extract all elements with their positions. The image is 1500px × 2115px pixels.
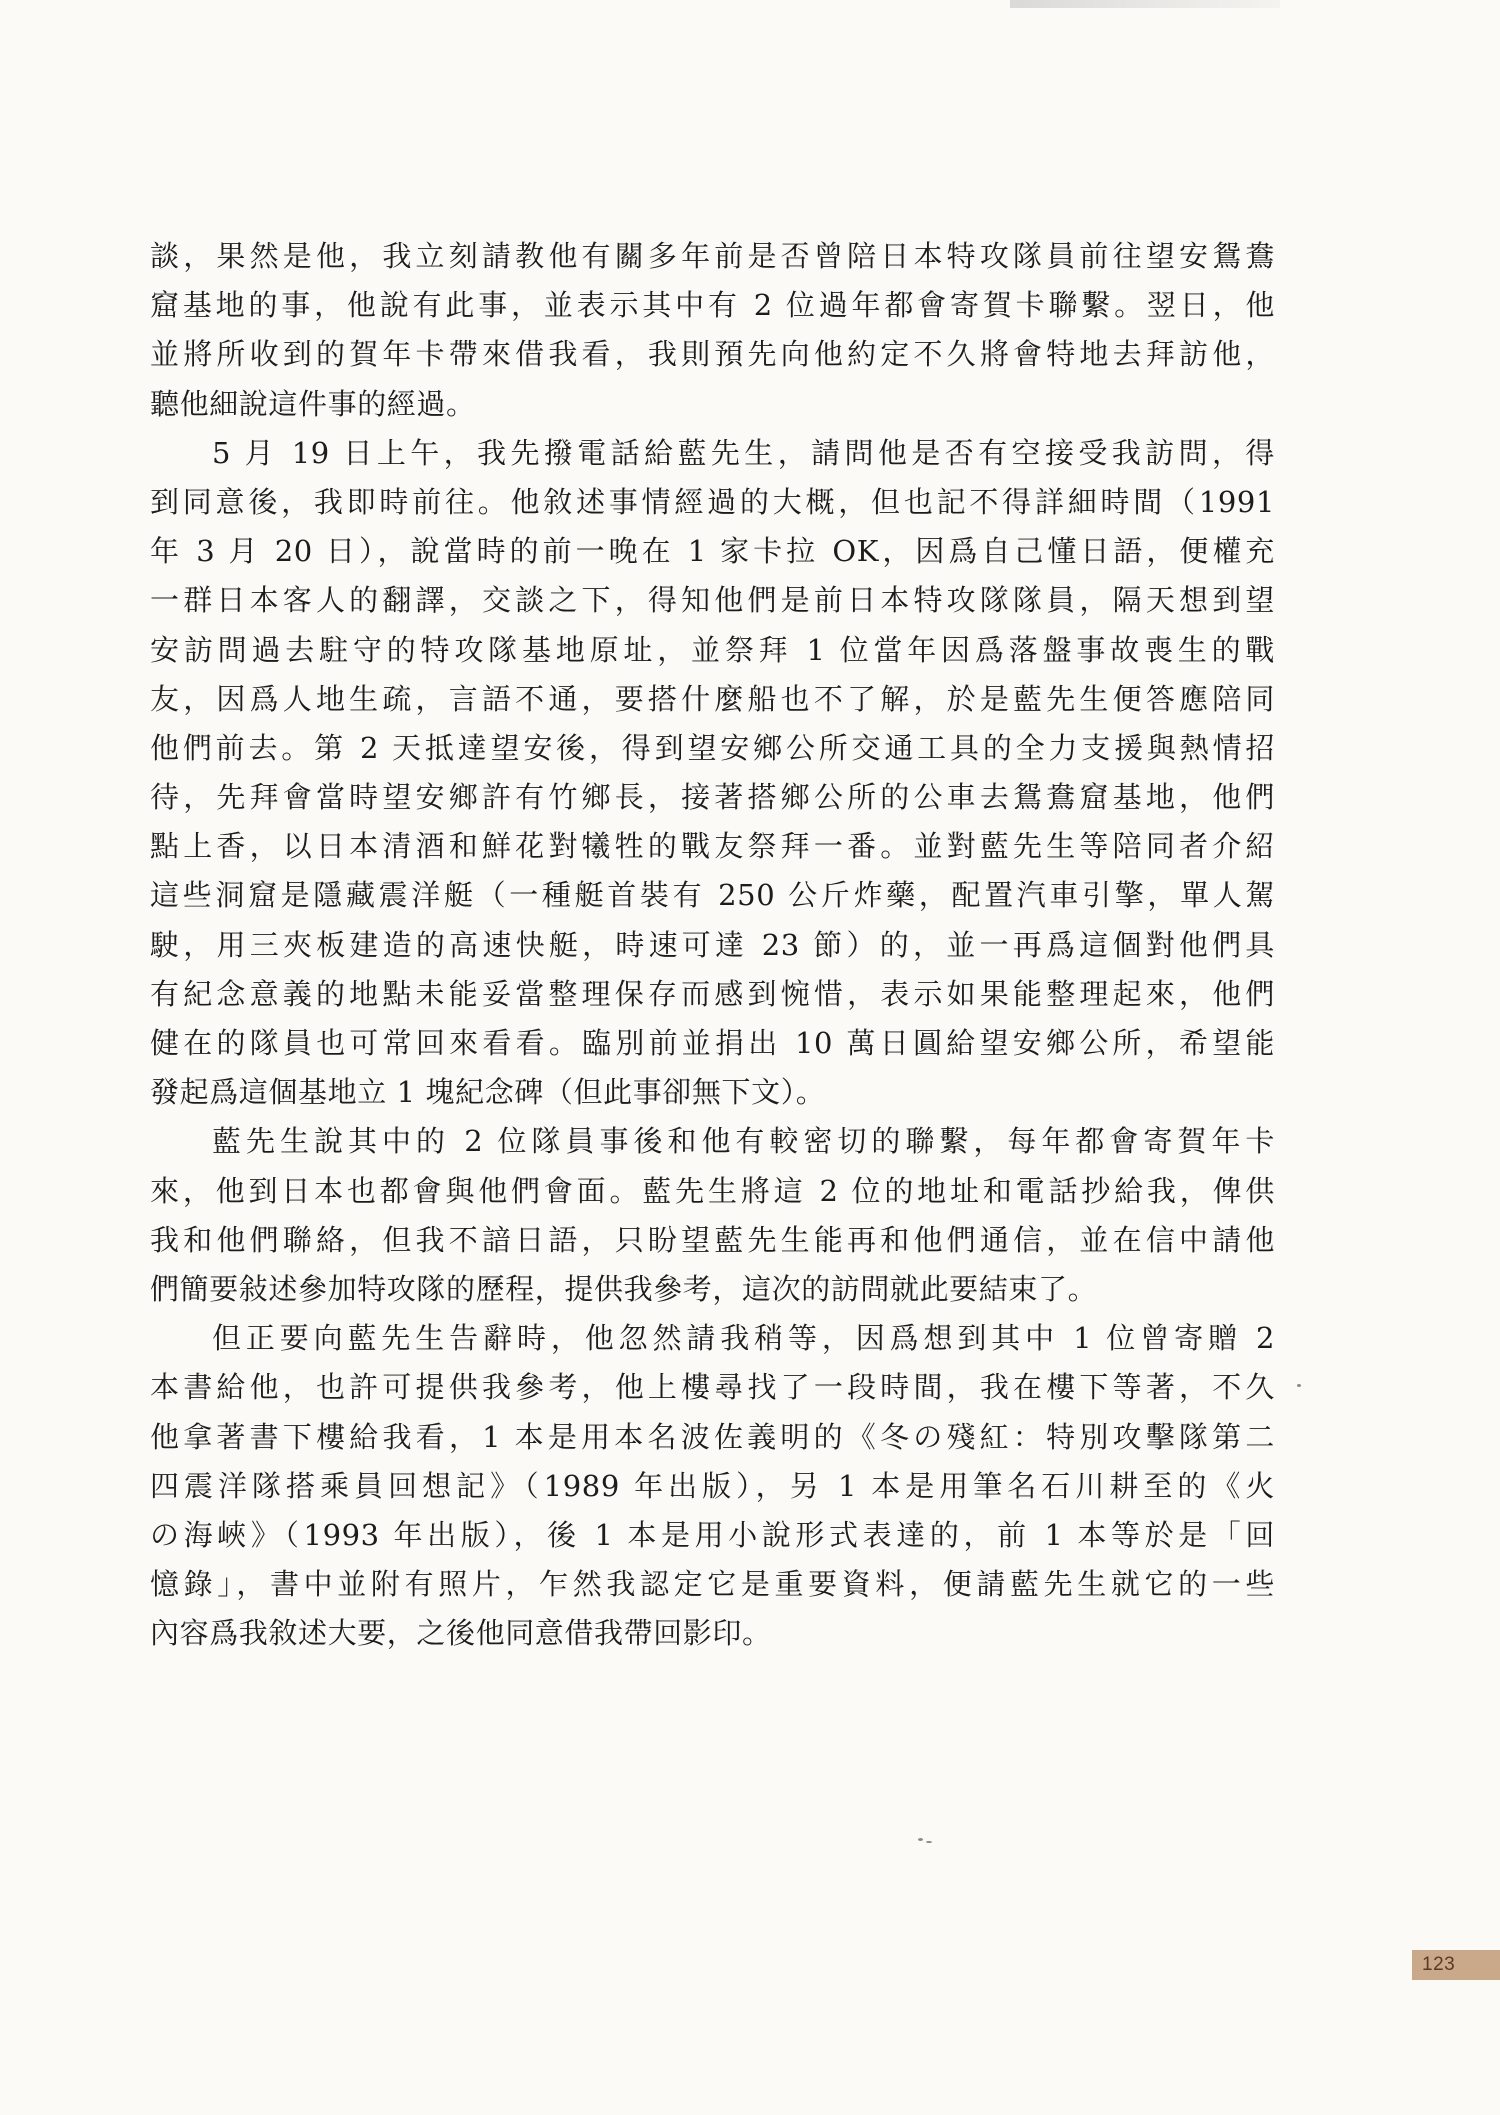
scan-speck — [926, 1841, 932, 1843]
text-line: 並將所收到的賀年卡帶來借我看，我則預先向他約定不久將會特地去拜訪他， — [150, 337, 1275, 372]
body-text — [150, 232, 1275, 1658]
page-number-tab — [1412, 1950, 1500, 1980]
text-line: 健在的隊員也可常回來看看。臨別前並捐出 10 萬日圓給望安鄉公所，希望能 — [150, 1026, 1275, 1060]
page-number: 123 — [1422, 1954, 1456, 1975]
text-line: 到同意後，我即時前往。他敘述事情經過的大概，但也記不得詳細時間（1991 — [150, 484, 1275, 519]
text-line: 談，果然是他，我立刻請教他有關多年前是否曾陪日本特攻隊員前往望安鴛鴦 — [150, 239, 1275, 273]
text-line: 他拿著書下樓給我看，1 本是用本名波佐義明的《冬の殘紅：特別攻擊隊第二 — [150, 1419, 1275, 1454]
text-line: 點上香，以日本清酒和鮮花對犧牲的戰友祭拜一番。並對藍先生等陪同者介紹 — [150, 829, 1275, 864]
text-line: 但正要向藍先生告辭時，他忽然請我稍等，因爲想到其中 1 位曾寄贈 2 — [212, 1321, 1275, 1356]
text-line: 安訪問過去駐守的特攻隊基地原址，並祭拜 1 位當年因爲落盤事故喪生的戰 — [150, 632, 1275, 667]
text-line: 待，先拜會當時望安鄉許有竹鄉長，接著搭鄉公所的公車去鴛鴦窟基地，他們 — [150, 780, 1275, 815]
scan-speck — [918, 1838, 923, 1841]
text-line: 駛，用三夾板建造的高速快艇，時速可達 23 節）的，並一再爲這個對他們具 — [150, 927, 1275, 962]
text-line: 四震洋隊搭乘員回想記》（1989 年出版），另 1 本是用筆名石川耕至的《火 — [150, 1468, 1275, 1503]
text-line: 們簡要敍述參加特攻隊的歷程，提供我參考，這次的訪問就此要結束了。 — [150, 1271, 1098, 1306]
text-line: 聽他細說這件事的經過。 — [150, 386, 476, 421]
text-line: 藍先生說其中的 2 位隊員事後和他有較密切的聯繫，每年都會寄賀年卡 — [212, 1124, 1275, 1159]
text-line: 窟基地的事，他說有此事，並表示其中有 2 位過年都會寄賀卡聯繫。翌日，他 — [150, 288, 1275, 323]
scan-edge-mark — [1010, 0, 1280, 8]
text-line: 本書給他，也許可提供我參考，他上樓尋找了一段時間，我在樓下等著，不久 — [150, 1370, 1275, 1405]
text-line: 這些洞窟是隱藏震洋艇（一種艇首裝有 250 公斤炸藥，配置汽車引擎，單人駕 — [150, 878, 1275, 913]
text-line: 憶錄」，書中並附有照片，乍然我認定它是重要資料，便請藍先生就它的一些 — [150, 1567, 1275, 1602]
text-line: 一群日本客人的翻譯，交談之下，得知他們是前日本特攻隊隊員，隔天想到望 — [150, 583, 1275, 618]
text-line: 5 月 19 日上午，我先撥電話給藍先生，請問他是否有空接受我訪問，得 — [212, 435, 1275, 470]
text-line: の海峽》（1993 年出版），後 1 本是用小說形式表達的，前 1 本等於是「回 — [150, 1517, 1275, 1552]
scan-speck — [1297, 1384, 1301, 1387]
text-line: 內容爲我敘述大要，之後他同意借我帶回影印。 — [150, 1616, 772, 1651]
text-line: 來，他到日本也都會與他們會面。藍先生將這 2 位的地址和電話抄給我，俾供 — [150, 1173, 1275, 1208]
text-line: 我和他們聯絡，但我不諳日語，只盼望藍先生能再和他們通信，並在信中請他 — [150, 1222, 1275, 1257]
text-line: 他們前去。第 2 天抵達望安後，得到望安鄉公所交通工具的全力支援與熱情招 — [150, 730, 1275, 765]
text-line: 年 3 月 20 日），說當時的前一晚在 1 家卡拉 OK，因爲自己懂日語，便權充 — [150, 534, 1275, 569]
text-line: 友，因爲人地生疏，言語不通，要搭什麼船也不了解，於是藍先生便答應陪同 — [150, 681, 1275, 716]
text-line: 發起爲這個基地立 1 塊紀念碑（但此事卻無下文）。 — [150, 1075, 826, 1110]
text-line: 有紀念意義的地點未能妥當整理保存而感到惋惜，表示如果能整理起來，他們 — [150, 976, 1275, 1011]
